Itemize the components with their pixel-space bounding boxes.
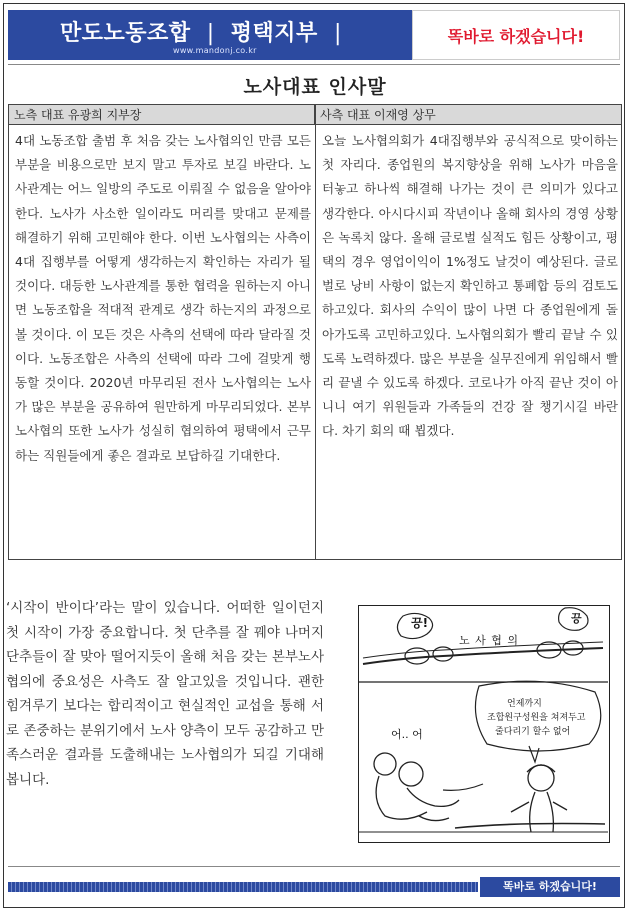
company-rep-greeting: 오늘 노사협의회가 4대집행부와 공식적으로 맞이하는 첫 자리다. 종업원의 복지향상을 위해 노사가 마음을 터놓고 하나씩 해결해 나가는 것이 큰 의미가 있다고 생각한다. 아시다시피 작년이나 올해 회사의 경영 상황은 녹록치 않다. 올해 글로벌 실적도 힘든 상황이고, 평택의 경우 영업이익이 1%정도 날것이 예상된다. 글로벌로 낭비 사항이 없는지 확인하고 통폐합 등의 검토도 하고있다. 회사의 수익이 많이 나면 다 종업원에게 돌아가도록 고민하고있다. 노사협의회가 빨리 끝날 수 있도록 노력하겠다. 많은 부분을 실무진에게 위임해서 빨리 끝낼 수 있도록 하겠다. 코로나가 아직 끝난 것이 아니니 여기 위원들과 가족들의 건강 잘 챙기시길 바란다. 차기 회의 때 뵙겠다.	[322, 133, 618, 439]
union-rep-heading: 노측 대표 유광희 지부장	[9, 105, 315, 125]
shout-left: 끙!	[411, 616, 429, 630]
document-title: 노사대표 인사말	[243, 76, 387, 98]
editorial-text: ‘시작이 반이다’라는 말이 있습니다. 어떠한 일이던지 첫 시작이 가장 중요합니다. 첫 단추를 잘 꿰야 나머지 단추들이 잘 맞아 떨어지듯이 올해 처음 갖는 본부노사협의에 중요성은 사측도 잘 알고있을 것입니다. 괜한 힘겨루기 보다는 합리적이고 현실적인 교섭을 통해 서로 존중하는 분위기에서 노사 양측이 모두 공감하고 만족스러운 결과를 도출해내는 노사협의가 되길 기대해봅니다.	[6, 600, 324, 788]
rope-label: 노 사 협 의	[459, 634, 519, 647]
footer-divider	[8, 866, 620, 867]
speech-line-3: 줄다리기 할수 없어	[495, 727, 571, 737]
union-rep-greeting: 4대 노동조합 출범 후 처음 갖는 노사협의인 만큼 모든 부분을 비용으로만 보지 말고 투자로 보길 바란다. 노사관계는 어느 일방의 주도로 이뤄질 수 없음을 알아야한다. 노사가 사소한 일이라도 머리를 맞대고 문제를 해결하기 위해 고민해야 한다. 이번 노사협의는 사측이 4대 집행부를 어떻게 생각하는지 확인하는 자리가 될 것이다. 대등한 노사관계를 통한 협력을 원하는지 아니면 노동조합을 적대적 관계로 생각 하는지의 과정으로 볼 것이다. 이 모든 것은 사측의 선택에 따라 달라질 것이다. 노동조합은 사측의 선택에 따라 그에 걸맞게 행동할 것이다. 2020년 마무리된 전사 노사협의는 노사가 많은 부분을 공유하여 원만하게 마무리되었다. 본부 노사협의 또한 노사가 성실히 협의하여 평택에서 근무하는 직원들에게 좋은 결과로 보답하길 기대한다.	[15, 133, 311, 463]
shout-right: 끙	[571, 612, 582, 625]
footer-bar	[8, 882, 478, 892]
column-divider	[315, 105, 316, 559]
slogan-box	[412, 10, 620, 60]
union-url: www.mandonj.co.kr	[173, 46, 257, 55]
banner-title: 만도노동조합 | 평택지부 |	[60, 21, 342, 46]
header	[8, 10, 620, 60]
union-banner	[8, 10, 412, 60]
company-rep-heading: 사측 대표 이재영 상무	[315, 105, 621, 125]
speech-line-2: 조합원구성원을 쳐져두고	[487, 713, 586, 723]
greetings-table	[8, 104, 622, 560]
branch-name: 평택지부	[230, 21, 318, 46]
footer-slogan: 똑바로 하겠습니다!	[480, 877, 620, 897]
header-slogan: 똑바로 하겠습니다!	[447, 27, 585, 46]
tug-of-war-cartoon	[358, 605, 610, 843]
union-name: 만도노동조합	[60, 21, 191, 46]
header-divider	[8, 64, 620, 65]
speech-line-1: 언제까지	[507, 699, 542, 709]
exclaim-text: 어.. 어	[391, 728, 423, 741]
